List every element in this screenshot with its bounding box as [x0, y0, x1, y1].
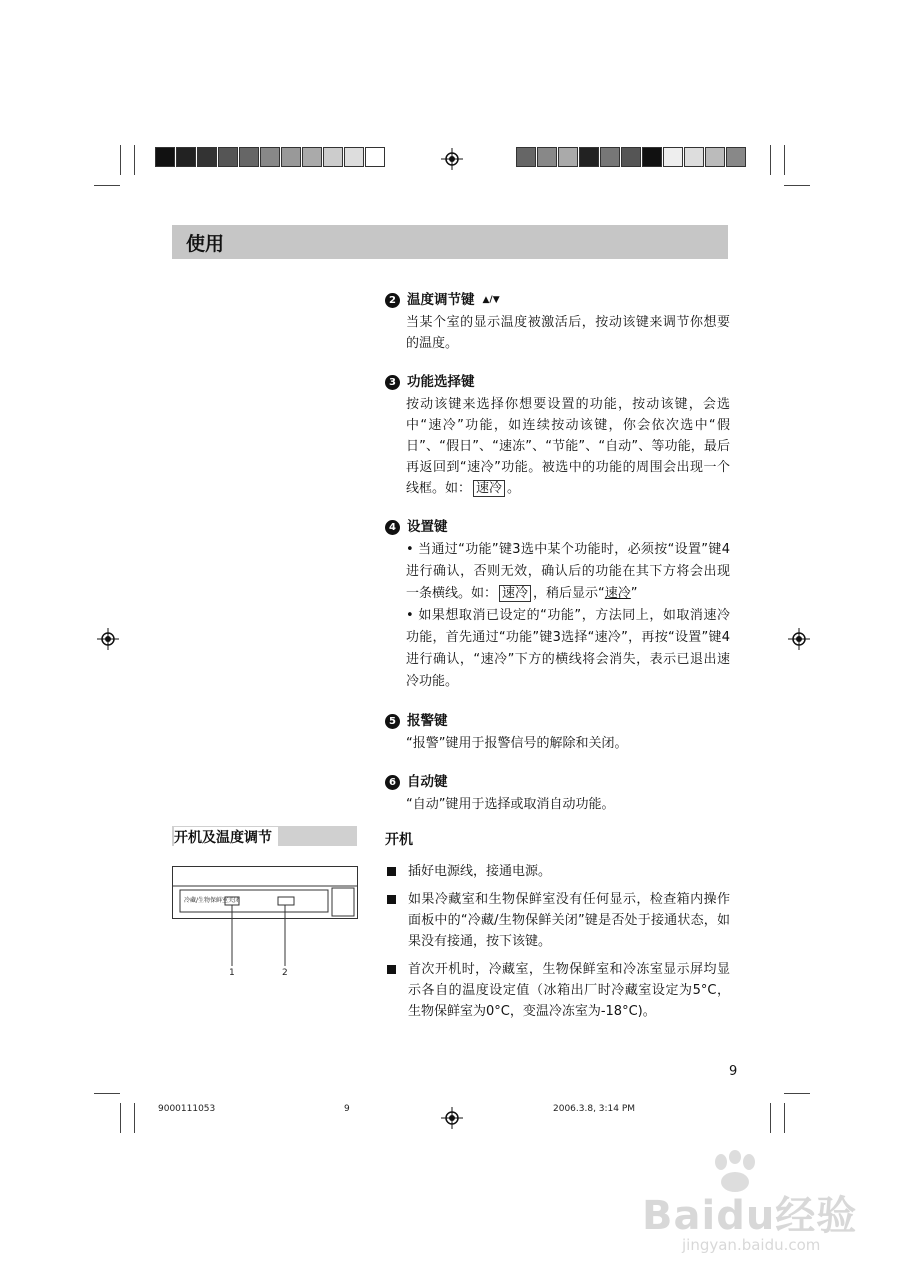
number-badge: 4	[385, 520, 400, 535]
startup-section	[385, 830, 730, 1029]
section-title: 报警键	[407, 713, 448, 729]
footer-doc-id: 9000111053	[158, 1104, 216, 1114]
section-alarm-key	[385, 711, 730, 754]
crop-mark	[134, 145, 135, 175]
crop-mark	[784, 1103, 785, 1133]
crop-mark	[784, 185, 810, 186]
square-bullet-icon	[387, 965, 396, 974]
list-item: 首次开机时，冷藏室，生物保鲜室和冷冻室显示屏均显示各自的温度设定值（冰箱出厂时冷藏室设定为5°C，生物保鲜室为0°C，变温冷冻室为-18°C)。	[385, 959, 730, 1022]
section-title: 设置键	[407, 519, 448, 535]
section-title: 温度调节键	[407, 292, 475, 308]
registration-mark-icon	[441, 1107, 463, 1129]
underlined-example: 速冷	[604, 586, 631, 601]
section-text: “自动”键用于选择或取消自动功能。	[406, 797, 615, 812]
key-descriptions	[385, 290, 730, 815]
number-badge: 5	[385, 714, 400, 729]
color-bar-right	[516, 147, 747, 167]
callout-2: 2	[282, 968, 288, 978]
footer-datetime: 2006.3.8, 3:14 PM	[553, 1104, 636, 1114]
registration-mark-icon	[788, 628, 810, 650]
watermark-brand: Baidu经验	[642, 1193, 858, 1239]
section-header-bar	[172, 225, 728, 259]
up-down-arrow-icon: ▲/▼	[482, 295, 500, 305]
section-temperature-key	[385, 290, 730, 354]
left-section-title: 开机及温度调节	[174, 827, 278, 847]
page-title: 使用	[186, 233, 225, 255]
footer-page: 9	[344, 1104, 350, 1114]
square-bullet-icon	[387, 895, 396, 904]
registration-mark-icon	[441, 148, 463, 170]
section-bullet: • 如果想取消已设定的“功能”，方法同上，如取消速冷功能，首先通过“功能”键3选择“速冷”，再按“设置”键4进行确认，“速冷”下方的横线将会消失，表示已退出速冷功能。	[406, 608, 730, 689]
panel-label: 冷藏/生物保鲜室关闭	[184, 897, 241, 904]
section-title: 功能选择键	[407, 374, 475, 390]
crop-mark	[134, 1103, 135, 1133]
startup-title: 开机	[385, 832, 413, 848]
boxed-example: 速冷	[499, 585, 531, 602]
square-bullet-icon	[387, 867, 396, 876]
crop-mark	[120, 1103, 121, 1133]
section-function-key	[385, 372, 730, 499]
callout-1: 1	[229, 968, 235, 978]
list-item: 如果冷藏室和生物保鲜室没有任何显示，检查箱内操作面板中的“冷藏/生物保鲜关闭”键是否处于接通状态，如果没有接通，按下该键。	[385, 889, 730, 952]
number-badge: 3	[385, 375, 400, 390]
section-set-key	[385, 517, 730, 693]
crop-mark	[120, 145, 121, 175]
control-panel-diagram	[172, 866, 358, 981]
section-text: “报警”键用于报警信号的解除和关闭。	[406, 736, 628, 751]
section-title: 自动键	[407, 774, 448, 790]
crop-mark	[770, 145, 771, 175]
crop-mark	[94, 1093, 120, 1094]
color-bar-left	[155, 147, 386, 167]
section-bullet: • 当通过“功能”键3选中某个功能时，必须按“设置”键4进行确认，否则无效，确认后的功能在其下方将会出现一条横线。如： 速冷 ，稍后显示“速冷”	[406, 542, 730, 601]
watermark-url: jingyan.baidu.com	[682, 1236, 821, 1254]
crop-mark	[770, 1103, 771, 1133]
crop-mark	[94, 185, 120, 186]
number-badge: 2	[385, 293, 400, 308]
left-section-heading	[172, 826, 357, 846]
watermark	[640, 1150, 870, 1260]
page-number: 9	[729, 1064, 738, 1079]
number-badge: 6	[385, 775, 400, 790]
section-text: 按动该键来选择你想要设置的功能，按动该键，会选中“速冷”功能，如连续按动该键，你会依次选中“假日”、“假日”、“速冻”、“节能”、“自动”、等功能，最后再返回到“速冷”功能。被选中的功能的周围会出现一个线框。如： 速冷 。	[406, 397, 730, 496]
crop-mark	[784, 1093, 810, 1094]
crop-mark	[784, 145, 785, 175]
boxed-example: 速冷	[473, 480, 505, 497]
list-item: 插好电源线，接通电源。	[385, 861, 730, 882]
section-auto-key	[385, 772, 730, 815]
section-text: 当某个室的显示温度被激活后，按动该键来调节你想要的温度。	[406, 315, 730, 351]
registration-mark-icon	[97, 628, 119, 650]
